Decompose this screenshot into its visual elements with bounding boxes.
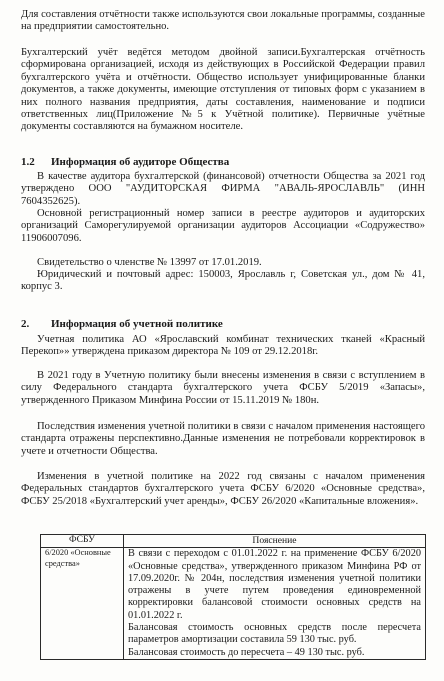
section-number: 1.2 [21,156,35,168]
paragraph-auditor-address: Юридический и почтовый адрес: 150003, Ярославль г, Советская ул., дом № 41, корпус 3. [21,269,425,293]
table-cell-standard: 6/2020 «Основные средства» [41,548,124,660]
paragraph-auditor-approval: В качестве аудитора бухгалтерской (финансовой) отчетности Общества за 2021 год утверждено ООО "АУДИТОРСКАЯ ФИРМА "АВАЛЬ-ЯРОСЛАВЛЬ" (ИНН 7604352625). [21,171,425,207]
section-title: Информация об учетной политике [51,318,223,330]
section-heading-policy [21,318,223,330]
table-header-fsbu: ФСБУ [41,535,124,548]
section-number: 2. [21,318,30,330]
section-heading-auditor [21,156,229,168]
fsbu-table [40,534,426,660]
paragraph-policy-changes-2022: Изменения в учетной политике на 2022 год связаны с началом применения Федеральных стандартов бухгалтерского учета ФСБУ 6/2020 «Основные средства», ФСБУ 25/2018 «Бухгалтерский учет аренды», ФСБУ 26/2020 «Капитальные вложения». [21,471,425,507]
paragraph-auditor-certificate: Свидетельство о членстве № 13997 от 17.01.2019. [37,257,262,268]
table-row [41,548,426,660]
explanation-line: Балансовая стоимость до пересчета – 49 130 тыс. руб. [128,646,365,658]
paragraph-policy-changes-2021: В 2021 году в Учетную политику были внесены изменения в связи с вступлением в силу Федерального стандарта бухгалтерского учета ФСБУ 5/2019 «Запасы», утвержденного Приказом Минфина России от 15.11.2019 № 180н. [21,370,425,406]
paragraph-auditor-registry: Основной регистрационный номер записи в реестре аудиторов и аудиторских организаций Саморегулируемой организации аудиторов Ассоциации «Содружество» 11906007096. [21,208,425,244]
paragraph-policy-consequences: Последствия изменения учетной политики в связи с началом применения настоящего стандарта отражены перспективно.Данные изменения не потребовали корректировок в учете и отчетности Общества. [21,421,425,457]
paragraph-policy-approval: Учетная политика АО «Ярославский комбинат технических тканей «Красный Перекоп»» утверждена приказом директора № 109 от 29.12.2018г. [21,334,425,358]
section-title: Информация об аудиторе Общества [51,156,230,168]
paragraph-local-programs: Для составления отчётности также используются свои локальные программы, созданные на предприятии самостоятельно. [21,9,425,33]
paragraph-accounting: Бухгалтерский учёт ведётся методом двойной записи.Бухгалтерская отчётность сформирована организацией, исходя из действующих в Российской Федерации правил бухгалтерского учёта и отчётности. Общество использует унифицированные бланки документов, а также документы, имеющие отступления от типовых форм с указанием в них полного названия предприятия, даты составления, наименование и подписи ответственных лиц(Приложение №5 к Учётной политике). Первичные учётные документы составляются на бумажном носителе. [21,47,425,133]
explanation-line: Балансовая стоимость основных средств после пересчета параметров амортизации составила 59 130 тыс. руб. [128,622,421,646]
table-header-explanation: Пояснение [124,535,426,548]
table-cell-explanation [124,548,426,660]
table-header-row [41,535,426,548]
explanation-line: В связи с переходом с 01.01.2022 г. на применение ФСБУ 6/2020 «Основные средства», утвержденного приказом Минфина РФ от 17.09.2020г. № 204н, последствия изменения учетной политики отражены в учете путем проведения единовременной корректировки балансовой стоимости основных средств на 01.01.2022 г. [128,548,421,621]
